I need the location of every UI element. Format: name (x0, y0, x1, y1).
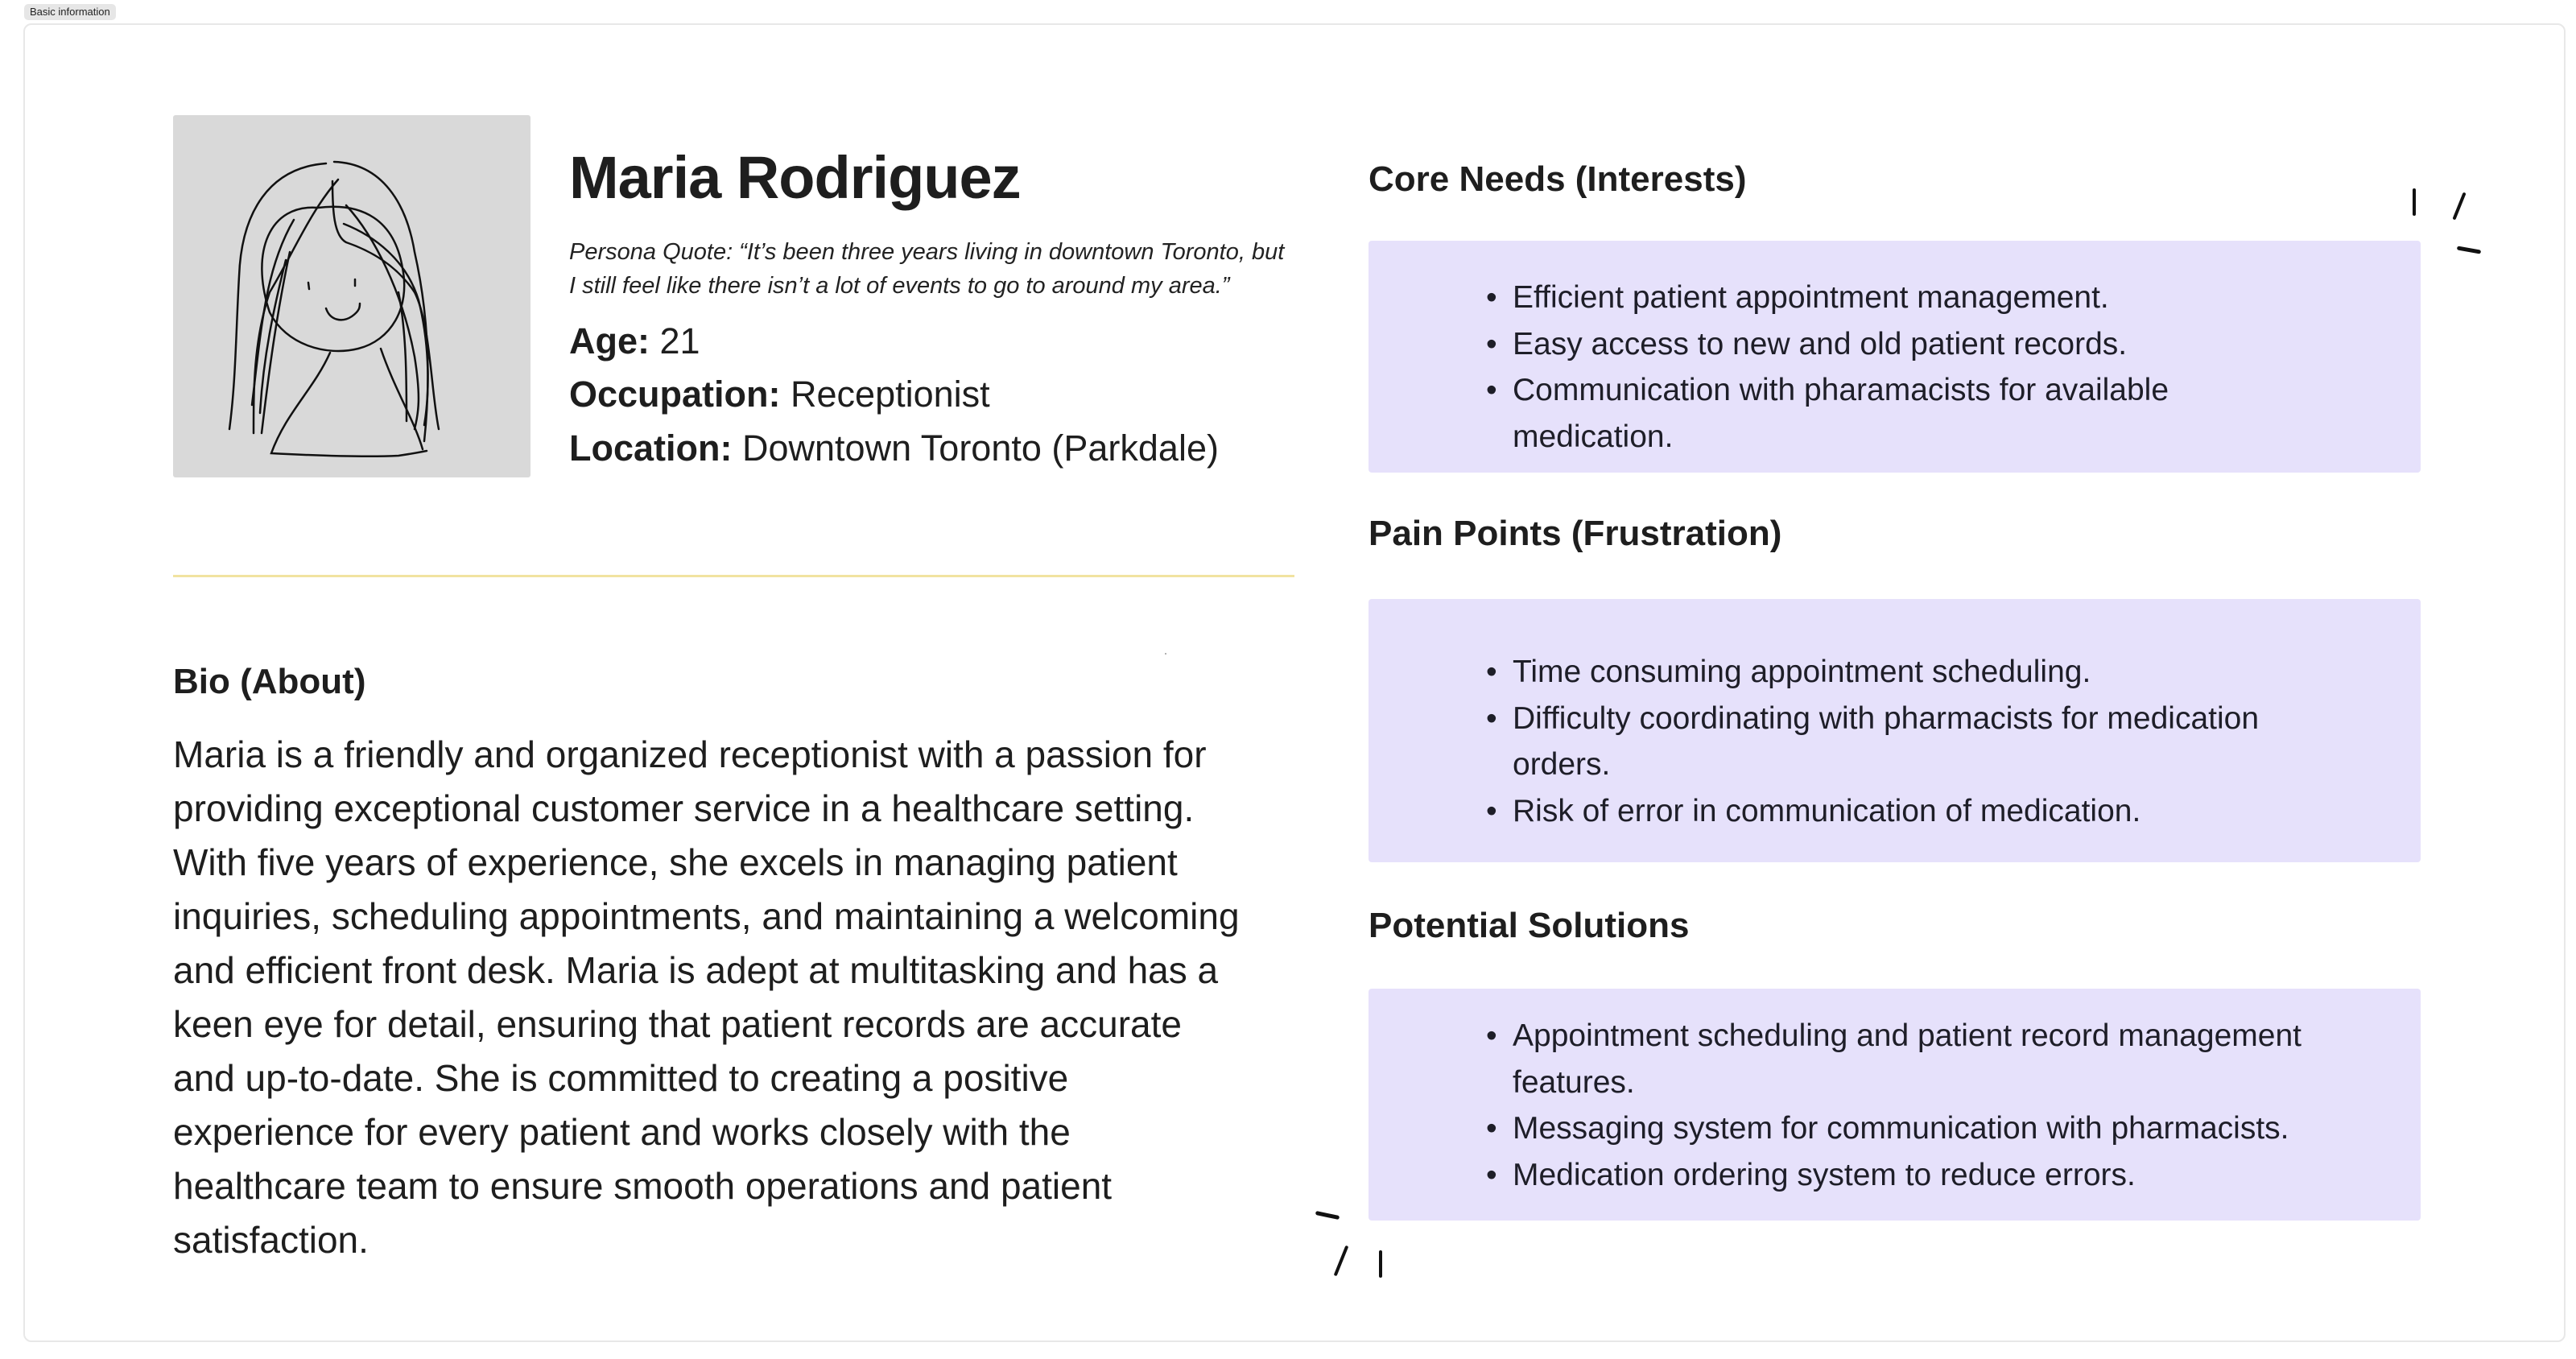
pain-points-list (1368, 649, 2334, 834)
age-label: Age: (569, 320, 650, 361)
list-item-text: Time consuming appointment scheduling. (1513, 655, 2091, 689)
sparkle-stroke-icon (1379, 1250, 1382, 1278)
list-item-text: Risk of error in communication of medication. (1513, 793, 2141, 828)
pain-points-heading: Pain Points (Frustration) (1368, 514, 1782, 553)
list-item (1486, 1152, 2334, 1199)
persona-quote: Persona Quote: “It’s been three years living in downtown Toronto, but I still feel like there isn’t a lot of events to go to around my area.” (569, 239, 1285, 299)
persona-name: Maria Rodriguez (569, 144, 1021, 211)
bullet-icon: • (1486, 326, 1497, 361)
persona-location (569, 428, 1219, 469)
section-divider (173, 575, 1294, 577)
potential-solutions-box (1368, 989, 2421, 1221)
bio-text (173, 728, 1240, 1267)
age-value: 21 (659, 320, 700, 361)
bio-line: keen eye for detail, ensuring that patient records are accurate (173, 1003, 1182, 1045)
list-item-text: Medication ordering system to reduce errors. (1513, 1157, 2136, 1192)
bio-line: healthcare team to ensure smooth operations and patient (173, 1165, 1113, 1207)
bio-line: Maria is a friendly and organized receptionist with a passion for (173, 733, 1207, 775)
list-item (1486, 321, 2334, 368)
bullet-icon: • (1486, 1111, 1497, 1146)
stray-dot (1165, 653, 1166, 655)
list-item (1486, 649, 2334, 696)
frame-label-basic-information[interactable]: Basic information (24, 4, 116, 20)
persona-occupation (569, 374, 990, 415)
bullet-icon: • (1486, 280, 1497, 315)
location-label: Location: (569, 428, 733, 469)
bio-line: satisfaction. (173, 1219, 369, 1261)
list-item (1486, 275, 2334, 321)
list-item (1486, 367, 2213, 460)
list-item-text: Appointment scheduling and patient record management features. (1513, 1018, 2301, 1100)
list-item-text: Messaging system for communication with pharmacists. (1513, 1111, 2289, 1146)
list-item (1486, 1013, 2318, 1105)
bullet-icon: • (1486, 700, 1497, 736)
pain-points-box (1368, 599, 2421, 862)
girl-drawing-icon (173, 115, 530, 477)
core-needs-heading: Core Needs (Interests) (1368, 159, 1747, 199)
sparkle-stroke-icon (2413, 188, 2416, 216)
list-item (1486, 1105, 2334, 1152)
bullet-icon: • (1486, 1018, 1497, 1053)
potential-solutions-list (1368, 1013, 2334, 1198)
list-item-text: Efficient patient appointment management. (1513, 280, 2109, 315)
bio-line: With five years of experience, she excels in managing patient (173, 841, 1178, 883)
list-item-text: Difficulty coordinating with pharmacists for medication orders. (1513, 700, 2260, 782)
persona-avatar-sketch (173, 115, 530, 477)
list-item (1486, 696, 2301, 788)
list-item (1486, 788, 2334, 835)
bio-line: and up-to-date. She is committed to creating a positive (173, 1057, 1069, 1099)
bullet-icon: • (1486, 655, 1497, 689)
bio-line: experience for every patient and works closely with the (173, 1111, 1071, 1153)
bio-heading: Bio (About) (173, 662, 366, 701)
location-value: Downtown Toronto (Parkdale) (742, 428, 1219, 469)
core-needs-list (1368, 275, 2334, 460)
bio-line: and efficient front desk. Maria is adept at multitasking and has a (173, 949, 1219, 991)
persona-age (569, 320, 700, 362)
bio-line: inquiries, scheduling appointments, and maintaining a welcoming (173, 895, 1240, 937)
list-item-text: Communication with pharamacists for available medication. (1513, 373, 2169, 454)
bullet-icon: • (1486, 793, 1497, 828)
core-needs-box (1368, 241, 2421, 473)
bullet-icon: • (1486, 1157, 1497, 1192)
occupation-value: Receptionist (791, 374, 990, 415)
bullet-icon: • (1486, 373, 1497, 407)
list-item-text: Easy access to new and old patient records. (1513, 326, 2128, 361)
occupation-label: Occupation: (569, 374, 781, 415)
bio-line: providing exceptional customer service in a healthcare setting. (173, 787, 1195, 829)
potential-solutions-heading: Potential Solutions (1368, 906, 1690, 945)
